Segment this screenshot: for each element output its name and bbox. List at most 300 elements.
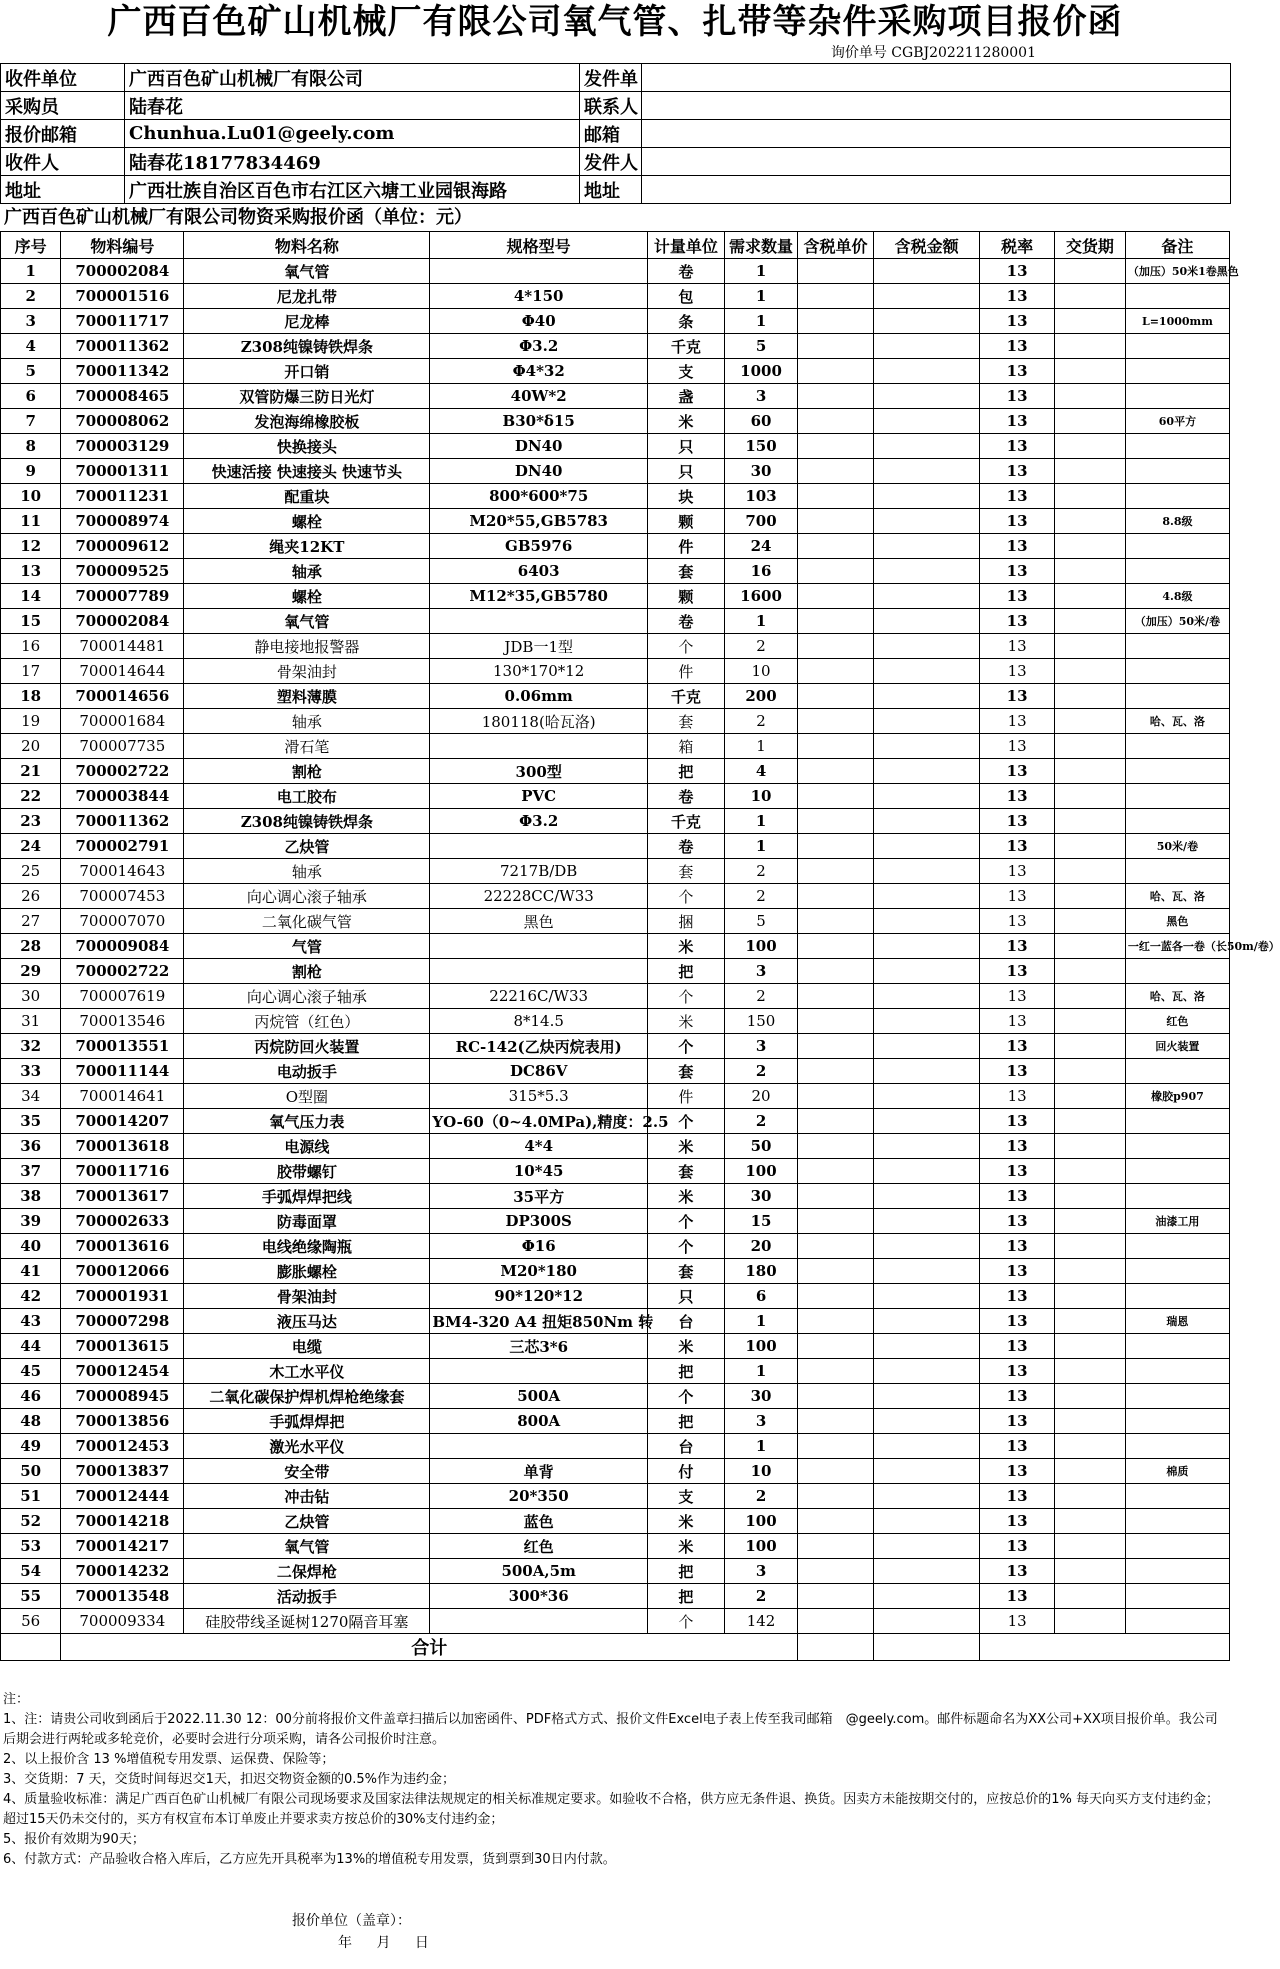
cell-code: 700007735: [61, 734, 184, 759]
cell-spec: 22228CC/W33: [430, 884, 648, 909]
cell-delivery: [1054, 1409, 1125, 1434]
cell-delivery: [1054, 1009, 1125, 1034]
cell-tax-rate: 13: [980, 534, 1055, 559]
cell-unit: 把: [648, 1359, 725, 1384]
cell-no: 36: [1, 1134, 61, 1159]
cell-delivery: [1054, 334, 1125, 359]
cell-delivery: [1054, 759, 1125, 784]
cell-tax-rate: 13: [980, 409, 1055, 434]
cell-amount: [873, 309, 979, 334]
cell-code: 700009612: [61, 534, 184, 559]
cell-unit: 卷: [648, 834, 725, 859]
cell-tax-rate: 13: [980, 609, 1055, 634]
cell-code: 700014218: [61, 1509, 184, 1534]
note-line: 6、付款方式：产品验收合格入库后，乙方应先开具税率为13%的增值税专用发票，货到票到30日内付款。: [3, 1852, 616, 1867]
cell-qty: 1: [724, 1359, 797, 1384]
cell-spec: Φ16: [430, 1234, 648, 1259]
column-header: 规格型号: [430, 232, 648, 259]
cell-amount: [873, 1184, 979, 1209]
total-label: 合计: [61, 1634, 798, 1661]
cell-tax-rate: 13: [980, 1234, 1055, 1259]
cell-delivery: [1054, 359, 1125, 384]
cell-delivery: [1054, 1109, 1125, 1134]
cell-amount: [873, 1334, 979, 1359]
cell-remark: 瑞恩: [1125, 1309, 1229, 1334]
cell-code: 700011362: [61, 334, 184, 359]
cell-unit: 把: [648, 1584, 725, 1609]
cell-amount: [873, 784, 979, 809]
quoting-unit-label: 报价单位（盖章）：: [292, 1913, 411, 1929]
cell-spec: 22216C/W33: [430, 984, 648, 1009]
cell-code: 700001684: [61, 709, 184, 734]
cell-spec: [430, 609, 648, 634]
cell-remark: 回火装置: [1125, 1034, 1229, 1059]
cell-remark: [1125, 434, 1229, 459]
table-row: [1, 509, 1230, 534]
cell-unit: 米: [648, 1334, 725, 1359]
cell-unit: 件: [648, 659, 725, 684]
cell-code: 700014481: [61, 634, 184, 659]
table-row: [1, 609, 1230, 634]
cell-delivery: [1054, 1359, 1125, 1384]
table-row: [1, 309, 1230, 334]
cell-tax-rate: 13: [980, 709, 1055, 734]
cell-unit-price: [798, 284, 874, 309]
cell-unit-price: [798, 1409, 874, 1434]
cell-qty: 150: [724, 1009, 797, 1034]
cell-delivery: [1054, 684, 1125, 709]
cell-no: 29: [1, 959, 61, 984]
cell-name: 冲击钻: [184, 1484, 430, 1509]
column-header: 物料编号: [61, 232, 184, 259]
cell-delivery: [1054, 1484, 1125, 1509]
cell-no: 44: [1, 1334, 61, 1359]
cell-unit: 米: [648, 1009, 725, 1034]
table-row: [1, 1234, 1230, 1259]
table-row: [1, 409, 1230, 434]
cell-delivery: [1054, 859, 1125, 884]
cell-tax-rate: 13: [980, 859, 1055, 884]
cell-unit: 盏: [648, 384, 725, 409]
cell-delivery: [1054, 834, 1125, 859]
cell-tax-rate: 13: [980, 584, 1055, 609]
cell-amount: [873, 1409, 979, 1434]
cell-remark: [1125, 1159, 1229, 1184]
table-row: [1, 459, 1230, 484]
cell-remark: [1125, 1109, 1229, 1134]
cell-remark: [1125, 284, 1229, 309]
date-label: 年 月 日: [338, 1935, 439, 1951]
cell-no: 46: [1, 1384, 61, 1409]
cell-unit: 米: [648, 409, 725, 434]
cell-qty: 24: [724, 534, 797, 559]
cell-no: 15: [1, 609, 61, 634]
cell-amount: [873, 284, 979, 309]
info-value-2: [642, 120, 1231, 148]
cell-unit-price: [798, 1059, 874, 1084]
info-label: 收件人: [1, 148, 125, 176]
cell-name: 尼龙扎带: [184, 284, 430, 309]
cell-unit: 米: [648, 934, 725, 959]
table-row: [1, 859, 1230, 884]
cell-code: 700009084: [61, 934, 184, 959]
cell-spec: 7217B/DB: [430, 859, 648, 884]
cell-code: 700002722: [61, 759, 184, 784]
cell-remark: [1125, 1234, 1229, 1259]
cell-qty: 3: [724, 959, 797, 984]
cell-name: 开口销: [184, 359, 430, 384]
cell-code: 700008062: [61, 409, 184, 434]
table-row: [1, 834, 1230, 859]
cell-remark: [1125, 484, 1229, 509]
column-header: 含税金额: [873, 232, 979, 259]
cell-qty: 6: [724, 1284, 797, 1309]
cell-tax-rate: 13: [980, 1359, 1055, 1384]
cell-tax-rate: 13: [980, 759, 1055, 784]
cell-remark: [1125, 384, 1229, 409]
cell-qty: 1: [724, 1434, 797, 1459]
cell-name: 手弧焊焊把线: [184, 1184, 430, 1209]
cell-no: 40: [1, 1234, 61, 1259]
cell-amount: [873, 659, 979, 684]
cell-remark: [1125, 359, 1229, 384]
cell-delivery: [1054, 534, 1125, 559]
cell-name: 电线绝缘陶瓶: [184, 1234, 430, 1259]
cell-qty: 1: [724, 834, 797, 859]
cell-tax-rate: 13: [980, 434, 1055, 459]
cell-amount: [873, 809, 979, 834]
cell-code: 700007619: [61, 984, 184, 1009]
cell-no: 48: [1, 1409, 61, 1434]
cell-name: 双管防爆三防日光灯: [184, 384, 430, 409]
info-value-2: [642, 64, 1231, 92]
cell-no: 1: [1, 259, 61, 284]
cell-unit-price: [798, 609, 874, 634]
cell-tax-rate: 13: [980, 359, 1055, 384]
cell-name: 二氧化碳气管: [184, 909, 430, 934]
cell-amount: [873, 1259, 979, 1284]
info-value-2: [642, 148, 1231, 176]
cell-unit: 个: [648, 1384, 725, 1409]
note-line: 5、报价有效期为90天；: [3, 1832, 145, 1847]
cell-remark: [1125, 1334, 1229, 1359]
cell-tax-rate: 13: [980, 1334, 1055, 1359]
column-header: 含税单价: [798, 232, 874, 259]
cell-unit-price: [798, 1184, 874, 1209]
cell-name: 手弧焊焊把: [184, 1409, 430, 1434]
cell-code: 700014644: [61, 659, 184, 684]
cell-remark: [1125, 1584, 1229, 1609]
cell-unit-price: [798, 1434, 874, 1459]
cell-code: 700007298: [61, 1309, 184, 1334]
cell-name: 胶带螺钉: [184, 1159, 430, 1184]
cell-unit-price: [798, 1509, 874, 1534]
cell-tax-rate: 13: [980, 1584, 1055, 1609]
cell-qty: 1600: [724, 584, 797, 609]
cell-name: 安全带: [184, 1459, 430, 1484]
cell-amount: [873, 1559, 979, 1584]
cell-code: 700013837: [61, 1459, 184, 1484]
cell-delivery: [1054, 959, 1125, 984]
table-row: [1, 1009, 1230, 1034]
cell-unit-price: [798, 509, 874, 534]
table-row: [1, 1284, 1230, 1309]
cell-unit-price: [798, 1209, 874, 1234]
cell-code: 700012066: [61, 1259, 184, 1284]
cell-no: 35: [1, 1109, 61, 1134]
cell-amount: [873, 1284, 979, 1309]
cell-name: 快换接头: [184, 434, 430, 459]
cell-name: 向心调心滚子轴承: [184, 884, 430, 909]
cell-unit: 颗: [648, 509, 725, 534]
cell-delivery: [1054, 559, 1125, 584]
cell-spec: 500A: [430, 1384, 648, 1409]
cell-name: 尼龙棒: [184, 309, 430, 334]
cell-remark: 橡胶p907: [1125, 1084, 1229, 1109]
cell-amount: [873, 259, 979, 284]
cell-amount: [873, 384, 979, 409]
cell-spec: Φ4*32: [430, 359, 648, 384]
cell-delivery: [1054, 809, 1125, 834]
cell-name: 液压马达: [184, 1309, 430, 1334]
cell-unit: 台: [648, 1309, 725, 1334]
cell-unit: 个: [648, 1109, 725, 1134]
cell-qty: 100: [724, 1534, 797, 1559]
cell-name: 割枪: [184, 759, 430, 784]
cell-unit: 个: [648, 1034, 725, 1059]
cell-amount: [873, 1509, 979, 1534]
cell-no: 38: [1, 1184, 61, 1209]
cell-no: 53: [1, 1534, 61, 1559]
cell-amount: [873, 1534, 979, 1559]
cell-amount: [873, 859, 979, 884]
cell-amount: [873, 984, 979, 1009]
cell-no: 3: [1, 309, 61, 334]
cell-tax-rate: 13: [980, 1434, 1055, 1459]
table-row: [1, 534, 1230, 559]
cell-qty: 50: [724, 1134, 797, 1159]
cell-tax-rate: 13: [980, 1459, 1055, 1484]
cell-unit: 包: [648, 284, 725, 309]
info-value-2: [642, 176, 1231, 204]
cell-name: 气管: [184, 934, 430, 959]
cell-spec: 500A,5m: [430, 1559, 648, 1584]
cell-remark: [1125, 1284, 1229, 1309]
cell-unit: 卷: [648, 259, 725, 284]
cell-code: 700011144: [61, 1059, 184, 1084]
cell-code: 700011231: [61, 484, 184, 509]
cell-unit: 付: [648, 1459, 725, 1484]
table-row: [1, 1584, 1230, 1609]
cell-no: 13: [1, 559, 61, 584]
cell-code: 700009334: [61, 1609, 184, 1634]
cell-code: 700011362: [61, 809, 184, 834]
cell-amount: [873, 884, 979, 909]
cell-spec: 单背: [430, 1459, 648, 1484]
cell-amount: [873, 584, 979, 609]
cell-name: 发泡海绵橡胶板: [184, 409, 430, 434]
cell-code: 700013548: [61, 1584, 184, 1609]
cell-spec: 300*36: [430, 1584, 648, 1609]
cell-code: 700009525: [61, 559, 184, 584]
note-line: 2、以上报价含 13 %增值税专用发票、运保费、保险等；: [3, 1752, 335, 1767]
cell-unit-price: [798, 1534, 874, 1559]
cell-remark: [1125, 334, 1229, 359]
cell-spec: 4*4: [430, 1134, 648, 1159]
cell-qty: 200: [724, 684, 797, 709]
cell-unit-price: [798, 1084, 874, 1109]
cell-amount: [873, 1234, 979, 1259]
table-row: [1, 884, 1230, 909]
cell-amount: [873, 834, 979, 859]
cell-tax-rate: 13: [980, 1259, 1055, 1284]
cell-spec: B30*δ15: [430, 409, 648, 434]
signature-block: [292, 1910, 439, 1954]
cell-tax-rate: 13: [980, 784, 1055, 809]
cell-unit: 千克: [648, 684, 725, 709]
table-row: [1, 1209, 1230, 1234]
cell-tax-rate: 13: [980, 1384, 1055, 1409]
cell-delivery: [1054, 1384, 1125, 1409]
cell-qty: 1: [724, 309, 797, 334]
cell-no: 19: [1, 709, 61, 734]
cell-name: 螺栓: [184, 584, 430, 609]
table-row: [1, 259, 1230, 284]
cell-code: 700013546: [61, 1009, 184, 1034]
cell-name: 氧气管: [184, 609, 430, 634]
cell-unit-price: [798, 484, 874, 509]
cell-code: 700013617: [61, 1184, 184, 1209]
table-row: [1, 959, 1230, 984]
cell-tax-rate: 13: [980, 684, 1055, 709]
cell-unit-price: [798, 334, 874, 359]
cell-delivery: [1054, 734, 1125, 759]
cell-remark: [1125, 1384, 1229, 1409]
cell-code: 700014207: [61, 1109, 184, 1134]
cell-qty: 2: [724, 859, 797, 884]
cell-remark: [1125, 1259, 1229, 1284]
cell-name: 电源线: [184, 1134, 430, 1159]
cell-name: 乙炔管: [184, 1509, 430, 1534]
cell-spec: 10*45: [430, 1159, 648, 1184]
cell-qty: 5: [724, 334, 797, 359]
cell-delivery: [1054, 1034, 1125, 1059]
cell-qty: 1: [724, 809, 797, 834]
cell-delivery: [1054, 1309, 1125, 1334]
cell-delivery: [1054, 884, 1125, 909]
cell-unit: 个: [648, 634, 725, 659]
cell-unit-price: [798, 959, 874, 984]
cell-unit: 套: [648, 1059, 725, 1084]
info-row: [1, 120, 1231, 148]
cell-unit-price: [798, 734, 874, 759]
info-row: [1, 92, 1231, 120]
cell-spec: [430, 1359, 648, 1384]
cell-spec: [430, 834, 648, 859]
cell-qty: 2: [724, 1484, 797, 1509]
cell-no: 7: [1, 409, 61, 434]
cell-amount: [873, 1109, 979, 1134]
cell-unit-price: [798, 1609, 874, 1634]
cell-qty: 150: [724, 434, 797, 459]
cell-amount: [873, 509, 979, 534]
cell-qty: 16: [724, 559, 797, 584]
inquiry-number: 询价单号 CGBJ202211280001: [830, 45, 1036, 61]
cell-tax-rate: 13: [980, 1609, 1055, 1634]
cell-name: O型圈: [184, 1084, 430, 1109]
cell-unit-price: [798, 934, 874, 959]
column-header: 备注: [1125, 232, 1229, 259]
cell-remark: [1125, 859, 1229, 884]
cell-qty: 700: [724, 509, 797, 534]
cell-no: 12: [1, 534, 61, 559]
cell-name: 丙烷管（红色）: [184, 1009, 430, 1034]
cell-qty: 3: [724, 1409, 797, 1434]
cell-no: 55: [1, 1584, 61, 1609]
cell-no: 5: [1, 359, 61, 384]
info-label-2: 发件人: [580, 148, 642, 176]
info-row: [1, 148, 1231, 176]
notes-section: [3, 1690, 1225, 1870]
table-row: [1, 1384, 1230, 1409]
cell-name: 丙烷防回火装置: [184, 1034, 430, 1059]
cell-unit-price: [798, 434, 874, 459]
cell-unit: 套: [648, 859, 725, 884]
cell-unit-price: [798, 1309, 874, 1334]
cell-spec: YO-60（0~4.0MPa),精度：2.5: [430, 1109, 648, 1134]
cell-no: 22: [1, 784, 61, 809]
table-row: [1, 484, 1230, 509]
cell-remark: [1125, 1134, 1229, 1159]
cell-delivery: [1054, 1134, 1125, 1159]
cell-code: 700008945: [61, 1384, 184, 1409]
cell-code: 700002084: [61, 259, 184, 284]
cell-amount: [873, 1209, 979, 1234]
cell-amount: [873, 634, 979, 659]
table-header-row: [1, 232, 1230, 259]
table-row: [1, 1484, 1230, 1509]
cell-qty: 10: [724, 1459, 797, 1484]
cell-tax-rate: 13: [980, 1084, 1055, 1109]
table-row: [1, 359, 1230, 384]
column-header: 物料名称: [184, 232, 430, 259]
cell-qty: 2: [724, 634, 797, 659]
table-row: [1, 1134, 1230, 1159]
cell-amount: [873, 709, 979, 734]
cell-tax-rate: 13: [980, 1409, 1055, 1434]
cell-spec: JDB一1型: [430, 634, 648, 659]
cell-no: 28: [1, 934, 61, 959]
table-row: [1, 1259, 1230, 1284]
cell-unit: 支: [648, 1484, 725, 1509]
cell-no: 51: [1, 1484, 61, 1509]
total-unit-price: [798, 1634, 874, 1661]
cell-remark: [1125, 634, 1229, 659]
cell-tax-rate: 13: [980, 284, 1055, 309]
cell-unit-price: [798, 984, 874, 1009]
cell-code: 700014232: [61, 1559, 184, 1584]
cell-qty: 2: [724, 1584, 797, 1609]
cell-code: 700003129: [61, 434, 184, 459]
cell-amount: [873, 1009, 979, 1034]
cell-spec: 800A: [430, 1409, 648, 1434]
cell-no: 20: [1, 734, 61, 759]
cell-delivery: [1054, 659, 1125, 684]
cell-amount: [873, 484, 979, 509]
table-row: [1, 909, 1230, 934]
cell-unit: 卷: [648, 784, 725, 809]
cell-no: 31: [1, 1009, 61, 1034]
